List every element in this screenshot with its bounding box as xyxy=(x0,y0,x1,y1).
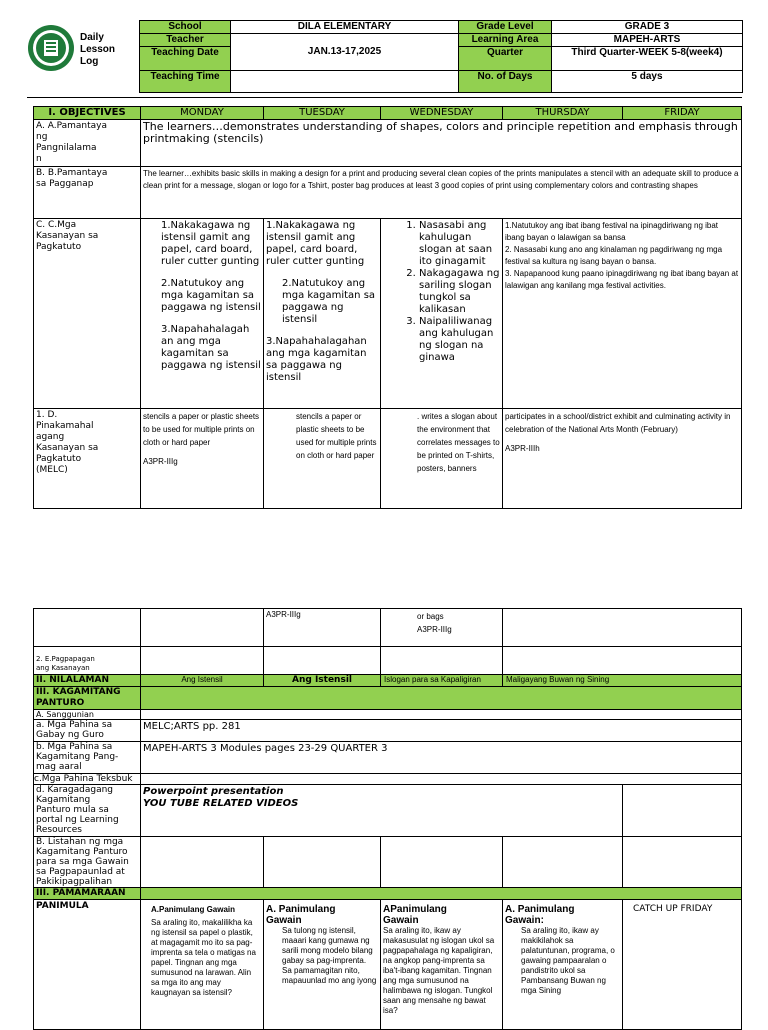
row-c-wednesday xyxy=(381,219,503,409)
days-label: No. of Days xyxy=(459,71,552,93)
header-table xyxy=(139,20,743,93)
panimula-tuesday-text: Sa tulong ng istensil, maaari kang gumawa ng sarili mong modelo bilang gabay sa pag-imprenta. Sa pamamagitan nito, mapauunlad mo ang iyong xyxy=(282,926,377,985)
row-a-text: The learners…demonstrates understanding of shapes, colors and principle repetition and emphasis through printmaking (stencils) xyxy=(141,120,742,167)
gabay-label: a. Mga Pahina sa Gabay ng Guro xyxy=(34,720,141,742)
cont-wednesday-code: A3PR-IIIg xyxy=(417,625,452,634)
nilalaman-label: II. NILALAMAN xyxy=(34,675,141,687)
panimula-wednesday xyxy=(381,900,503,1030)
row-a-label: A. A.Pamantaya ng Pangnilalama n xyxy=(34,120,141,167)
day-friday: FRIDAY xyxy=(623,107,742,120)
teaching-date-label: Teaching Date xyxy=(140,47,231,71)
row-b-text: The learner…exhibits basic skills in making a design for a print and producing several clean copies of the prints manipulates a stencil with an adequate skill to produce a clean print for a message, slogan or logo for a Tshirt, poster bag produces at least 3 good copies of print using complementary colors and contrasting shapes xyxy=(141,167,742,219)
row-b-label: B. B.Pamantaya sa Pagganap xyxy=(34,167,141,219)
panimula-friday: CATCH UP FRIDAY xyxy=(623,900,742,1030)
cont-monday xyxy=(141,609,264,647)
learning-area-label: Learning Area xyxy=(459,34,552,47)
lr-portal-friday xyxy=(623,785,742,837)
row-e-label: 2. E.Pagpapagan ang Kasanayan xyxy=(34,647,141,675)
grade-value: GRADE 3 xyxy=(552,21,743,34)
grade-label: Grade Level xyxy=(459,21,552,34)
panimula-thursday-title: A. Panimulang Gawain: xyxy=(505,904,575,926)
kagamitang-pang-mag-aaral-value: MAPEH-ARTS 3 Modules pages 23-29 QUARTER 3 xyxy=(141,742,742,774)
row-d-monday-code: A3PR-IIIg xyxy=(143,457,178,466)
row-c-tuesday-2: 2.Natutukoy ang mga kagamitan sa paggawa ng istensil xyxy=(282,278,376,325)
row-c-tuesday xyxy=(264,219,381,409)
nilalaman-thursday: Maligayang Buwan ng Sining xyxy=(503,675,742,687)
listahan-thursday xyxy=(503,837,623,888)
panimula-label: PANIMULA xyxy=(34,900,141,1030)
cont-label xyxy=(34,609,141,647)
kagamitan-label: III. KAGAMITANG PANTURO xyxy=(34,687,141,710)
row-d-wednesday: . writes a slogan about the environment that correlates messages to be printed on T-shirts, posters, banners xyxy=(381,409,503,509)
teacher-label: Teacher xyxy=(140,34,231,47)
sanggunian-fill xyxy=(141,710,742,720)
listahan-wednesday xyxy=(381,837,503,888)
cont-thursday xyxy=(503,609,742,647)
cont-tuesday-code: A3PR-IIIg xyxy=(264,609,381,647)
dll-title: Daily Lesson Log xyxy=(80,32,116,67)
nilalaman-wednesday: Islogan para sa Kapaligiran xyxy=(381,675,503,687)
school-seal-icon xyxy=(27,24,75,72)
sanggunian-label: A. Sanggunian xyxy=(34,710,141,720)
nilalaman-tuesday: Ang Istensil xyxy=(264,675,381,687)
row-d-thursday: participates in a school/district exhibit and culminating activity in celebration of the National Arts Month (February) A3PR-IIIh xyxy=(503,409,742,509)
days-value: 5 days xyxy=(552,71,743,93)
teaching-time-value xyxy=(231,71,459,93)
lr-portal-label: d. Karagadagang Kagamitang Panturo mula sa portal ng Learning Resources xyxy=(34,785,141,837)
teacher-value: JAN.13-17,2025 xyxy=(231,34,459,71)
cont-wednesday: or bags A3PR-IIIg xyxy=(381,609,503,647)
row-c-wednesday-1: 1. Nasasabi ang kahulugan slogan at saan ito ginagamit xyxy=(419,220,500,268)
row-c-monday-2: 2.Natutukoy ang mga kagamitan sa paggawa ng istensil xyxy=(161,278,261,313)
row-c-thursday: 1.Natutukoy ang ibat ibang festival na ipinagdiriwang ng ibat ibang bayan o lalawigan sa bansa 2. Nasasabi kung ano ang kinalaman ng pagdiriwang ng mga festival sa kultura ng isang bayan o bansa. 3. Napapanood kung paano ipinagdiriwang ng ibat ibang bayan at lalawigan ang kanilang mga festival activities. xyxy=(503,219,742,409)
listahan-label: B. Listahan ng mga Kagamitang Panturo para sa mga Gawain sa Pagpapaunlad at Pakikipagpalihan xyxy=(34,837,141,888)
panimula-tuesday xyxy=(264,900,381,1030)
row-d-tuesday: stencils a paper or plastic sheets to be used for multiple prints on cloth or hard paper xyxy=(264,409,381,509)
pamamaraan-label: III. PAMAMARAAN xyxy=(34,888,141,900)
panimula-monday-text: Sa araling ito, makalilikha ka ng istensil sa papel o plastik, at magagamit mo ito sa pag-imprenta sa tela o matigas na papel. Tingnan ang mga sumusunod na larawan. Alin sa mga ito ang may kaugnayan sa istensil? xyxy=(151,918,256,997)
row-c-tuesday-1: 1.Nakakagawa ng istensil gamit ang papel, card board, ruler cutter gunting xyxy=(266,220,365,267)
school-seal xyxy=(27,24,75,72)
row-c-monday-3: 3.Napahahalagah an ang mga kagamitan sa paggawa ng istensil xyxy=(161,324,261,371)
panimula-wednesday-text: Sa araling ito, ikaw ay makasusulat ng islogan ukol sa pagpapahalaga ng kapaligiran, na angkop pang-imprenta sa iba't-ibang kagamitan. Tingnan ang mga sumusunod na halimbawa ng islogan. Tungkol saan ang mensahe ng bawat isa? xyxy=(383,926,495,1015)
listahan-monday xyxy=(141,837,264,888)
panimula-monday-title: A.Panimulang Gawain xyxy=(151,905,236,914)
row-c-monday xyxy=(141,219,264,409)
row-e-tuesday xyxy=(264,647,381,675)
panimula-monday xyxy=(141,900,264,1030)
teaching-time-label: Teaching Time xyxy=(140,71,231,93)
objectives-heading: I. OBJECTIVES xyxy=(34,107,141,120)
row-d-thursday-code: A3PR-IIIh xyxy=(505,444,540,453)
row-d-monday: stencils a paper or plastic sheets to be used for multiple prints on cloth or hard paper A3PR-IIIg xyxy=(141,409,264,509)
row-e-thursday xyxy=(503,647,742,675)
row-c-tuesday-3: 3.Napahahalagahan ang mga kagamitan sa paggawa ng istensil xyxy=(266,336,367,383)
row-e-wednesday xyxy=(381,647,503,675)
day-wednesday: WEDNESDAY xyxy=(381,107,503,120)
school-label: School xyxy=(140,21,231,34)
kagamitan-fill xyxy=(141,687,742,710)
continuation-table xyxy=(33,608,742,1030)
school-value: DILA ELEMENTARY xyxy=(231,21,459,34)
row-d-label: 1. D. Pinakamahal agang Kasanayan sa Pagkatuto (MELC) xyxy=(34,409,141,509)
row-c-monday-1: 1.Nakakagawa ng istensil gamit ang papel, card board, ruler cutter gunting xyxy=(161,220,260,267)
listahan-tuesday xyxy=(264,837,381,888)
row-c-wednesday-3: 3. Naipaliliwanag ang kahulugan ng slogan na ginawa xyxy=(419,316,500,364)
teksbuk-label: c.Mga Pahina Teksbuk xyxy=(34,774,141,785)
gabay-value: MELC;ARTS pp. 281 xyxy=(141,720,742,742)
day-monday: MONDAY xyxy=(141,107,264,120)
day-thursday: THURSDAY xyxy=(503,107,623,120)
teksbuk-value xyxy=(141,774,742,785)
row-c-wednesday-2: 2. Nakagagawa ng sariling slogan tungkol sa kalikasan xyxy=(419,268,500,316)
quarter-value: Third Quarter-WEEK 5-8(week4) xyxy=(552,47,743,71)
panimula-thursday xyxy=(503,900,623,1030)
pamamaraan-fill xyxy=(141,888,742,900)
day-tuesday: TUESDAY xyxy=(264,107,381,120)
kagamitang-pang-mag-aaral-label: b. Mga Pahina sa Kagamitang Pang- mag aaral xyxy=(34,742,141,774)
nilalaman-monday: Ang Istensil xyxy=(141,675,264,687)
panimula-tuesday-title: A. Panimulang Gawain xyxy=(266,904,336,926)
row-c-label: C. C.Mga Kasanayan sa Pagkatuto xyxy=(34,219,141,409)
panimula-wednesday-title: APanimulang Gawain xyxy=(383,904,447,926)
header-underline xyxy=(27,97,742,98)
row-e-monday xyxy=(141,647,264,675)
panimula-thursday-text: Sa araling ito, ikaw ay makikilahok sa palatuntunan, programa, o gawaing pampaaralan o pandistrito ukol sa Pambansang Buwan ng mga Sining xyxy=(521,926,615,995)
learning-area-value: MAPEH-ARTS xyxy=(552,34,743,47)
quarter-label: Quarter xyxy=(459,47,552,71)
objectives-table xyxy=(33,106,742,509)
lr-portal-value: Powerpoint presentation YOU TUBE RELATED VIDEOS xyxy=(141,785,623,837)
listahan-friday xyxy=(623,837,742,888)
